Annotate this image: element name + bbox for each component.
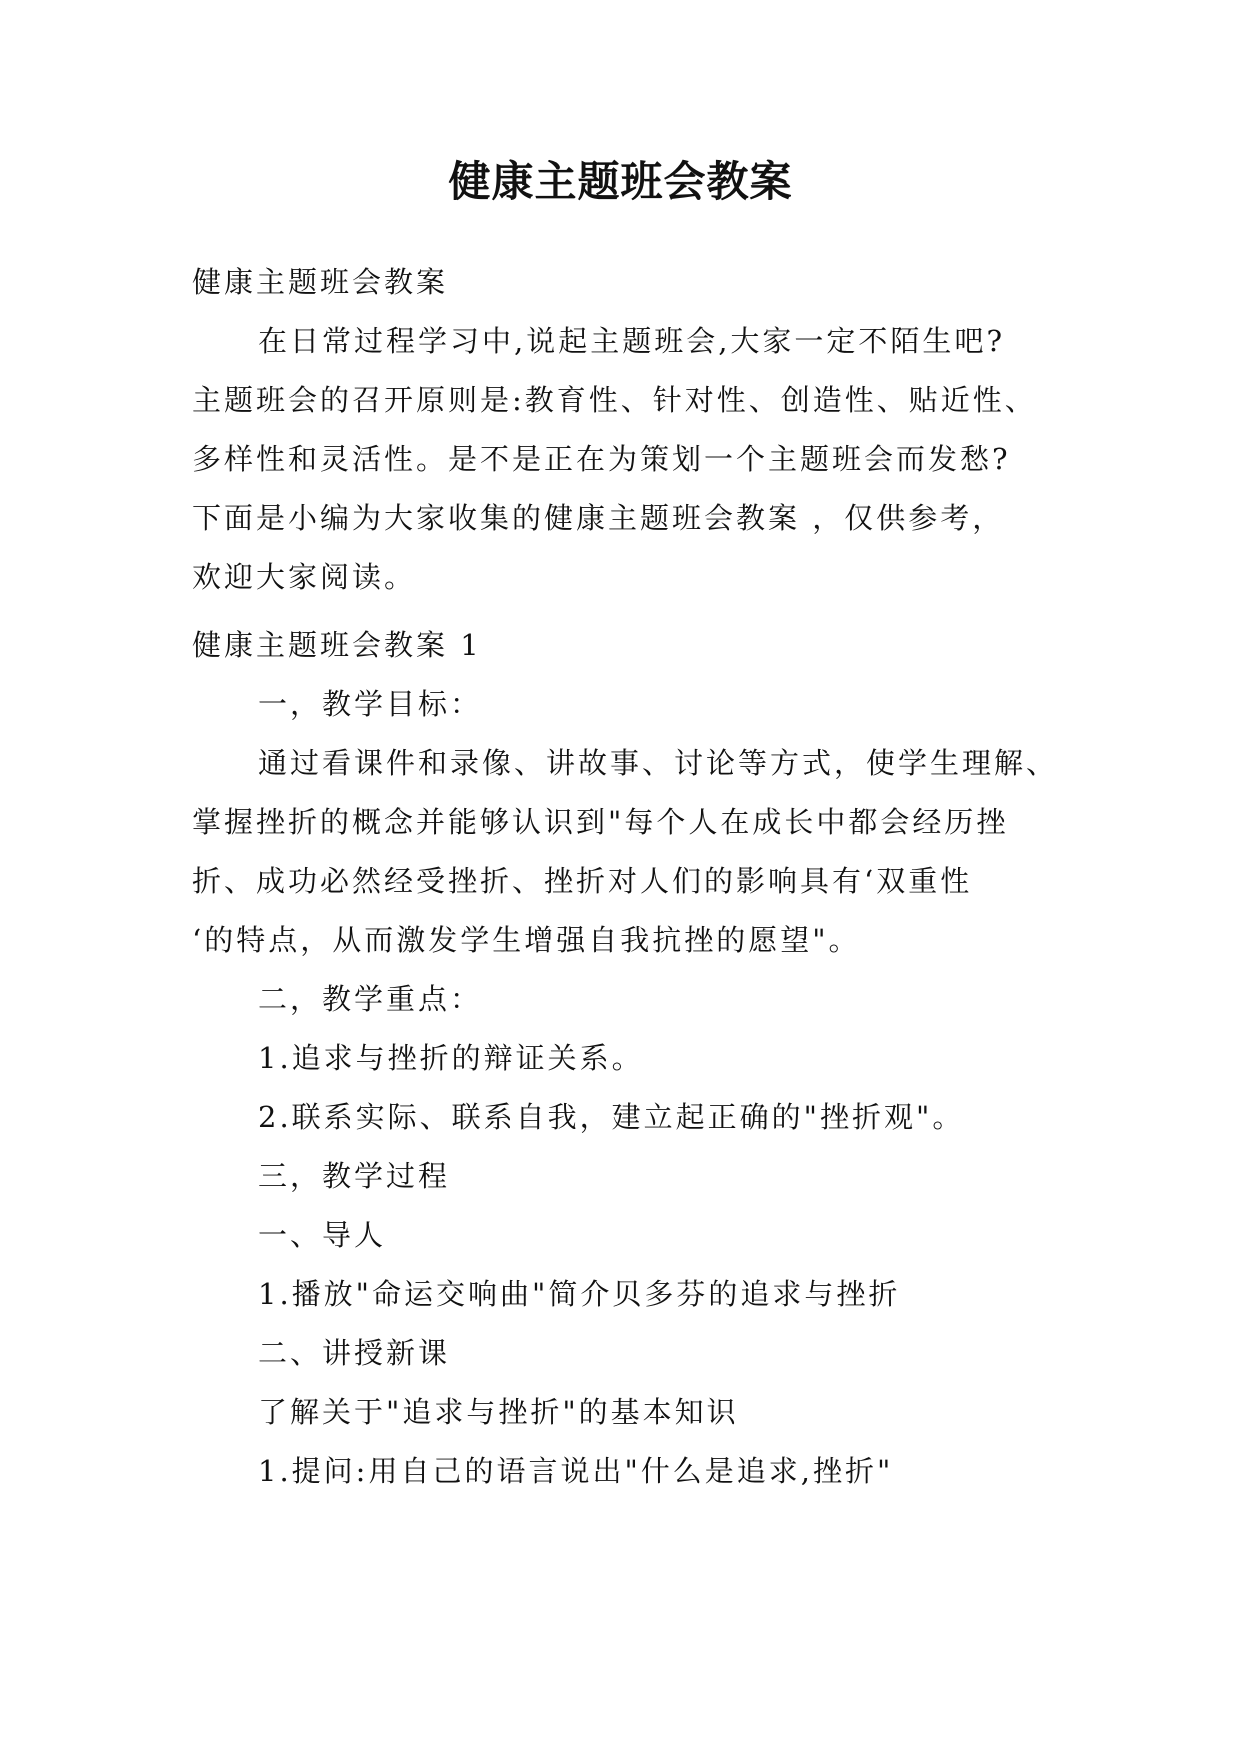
paragraph-line: 在日常过程学习中,说起主题班会,大家一定不陌生吧? (258, 324, 1005, 358)
subheading-line: 一，教学目标： (258, 687, 483, 721)
paragraph-line: 主题班会的召开原则是:教育性、针对性、创造性、贴近性、 (192, 383, 1037, 417)
list-item: 1.提问:用自己的语言说出"什么是追求,挫折" (258, 1454, 894, 1488)
subheading-line: 一、导人 (258, 1218, 387, 1252)
subheading-line: 三，教学过程 (258, 1159, 451, 1193)
paragraph-line: 下面是小编为大家收集的健康主题班会教案 ，仅供参考， (192, 501, 1005, 535)
intro-section (192, 253, 1072, 607)
paragraph-line: 欢迎大家阅读。 (192, 560, 417, 594)
paragraph-line: 了解关于"追求与挫折"的基本知识 (258, 1395, 739, 1429)
paragraph-line: 多样性和灵活性。是不是正在为策划一个主题班会而发愁? (192, 442, 1011, 476)
paragraph-line: ‘的特点，从而激发学生增强自我抗挫的愿望"。 (192, 923, 861, 957)
subheading-line: 二、讲授新课 (258, 1336, 451, 1370)
paragraph-line: 折、成功必然经受挫折、挫折对人们的影响具有‘双重性 (192, 864, 973, 898)
section-heading: 健康主题班会教案 1 (192, 628, 482, 662)
list-item: 1.追求与挫折的辩证关系。 (258, 1041, 644, 1075)
subheading-line: 二，教学重点： (258, 982, 483, 1016)
section-heading: 健康主题班会教案 (192, 265, 449, 299)
list-item: 1.播放"命运交响曲"简介贝多芬的追求与挫折 (258, 1277, 901, 1311)
list-item: 2.联系实际、联系自我，建立起正确的"挫折观"。 (258, 1100, 965, 1134)
paragraph-line: 通过看课件和录像、讲故事、讨论等方式，使学生理解、 (258, 746, 1059, 780)
document-title: 健康主题班会教案 (448, 157, 793, 206)
lesson-plan-section (192, 616, 1072, 1501)
paragraph-line: 掌握挫折的概念并能够认识到"每个人在成长中都会经历挫 (192, 805, 1009, 839)
